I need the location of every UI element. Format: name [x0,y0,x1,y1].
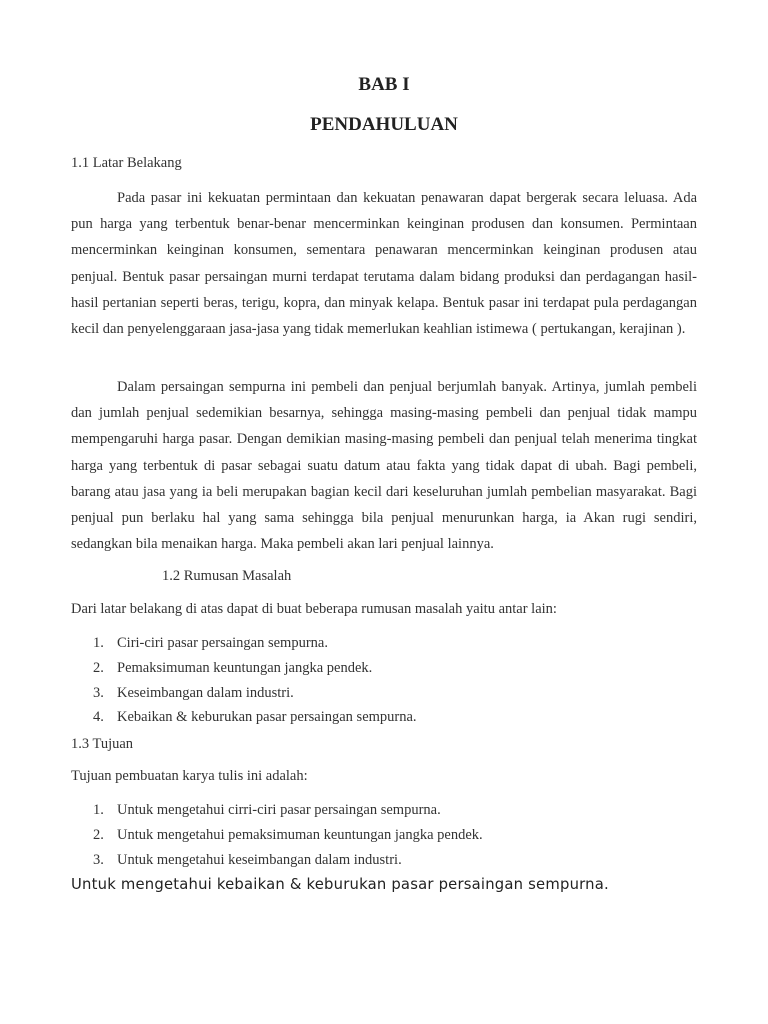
paragraph-2: Dalam persaingan sempurna ini pembeli dan penjual berjumlah banyak. Artinya, jumlah pembeli dan jumlah penjual sedemikian besarnya, sehingga masing-masing pembeli dan penjual tidak mampu mempengaruhi harga pasar. Dengan demikian masing-masing pembeli dan penjual telah menerima tingkat harga yang terbentuk di pasar sebagai suatu datum atau fakta yang tidak dapat di ubah. Bagi pembeli, barang atau jasa yang ia beli merupakan bagian kecil dari keseluruhan jumlah pembelian masyarakat. Bagi penjual pun berlaku hal yang sama sehingga bila penjual menurunkan harga, ia Akan rugi sendiri, sedangkan bila menaikan harga. Maka pembeli akan lari penjual lainnya. [71,379,697,553]
list-number: 3. [93,684,104,701]
list-item [93,635,417,660]
list-text: Kebaikan & keburukan pasar persaingan sempurna. [117,709,417,726]
list-text: Untuk mengetahui keseimbangan dalam industri. [117,851,402,868]
list-number: 2. [93,826,104,843]
list-item [93,852,483,877]
list-text: Keseimbangan dalam industri. [117,684,294,701]
section-heading-tujuan: 1.3 Tujuan [71,736,134,752]
rumusan-intro: Dari latar belakang di atas dapat di buat beberapa rumusan masalah yaitu antar lain: [71,601,557,617]
list-text: Untuk mengetahui cirri-ciri pasar persaingan sempurna. [117,802,441,818]
list-number: 2. [93,659,104,676]
list-number: 1. [93,802,104,818]
section-heading-latar-belakang: 1.1 Latar Belakang [71,155,182,171]
tujuan-list [93,802,483,876]
chapter-title: PENDAHULUAN [310,114,458,135]
list-text: Ciri-ciri pasar persaingan sempurna. [117,635,328,651]
list-number: 1. [93,635,104,651]
list-item [93,685,417,710]
list-number: 3. [93,851,104,868]
rumusan-list [93,635,417,734]
tujuan-last-line: Untuk mengetahui kebaikan & keburukan pasar persaingan sempurna. [71,876,609,893]
list-number: 4. [93,709,104,726]
list-item [93,709,417,734]
list-text: Untuk mengetahui pemaksimuman keuntungan jangka pendek. [117,826,483,843]
list-text: Pemaksimuman keuntungan jangka pendek. [117,659,373,676]
section-heading-rumusan-masalah: 1.2 Rumusan Masalah [162,568,292,584]
paragraph-1: Pada pasar ini kekuatan permintaan dan kekuatan penawaran dapat bergerak secara leluasa. Ada pun harga yang terbentuk benar-benar mencerminkan keinginan produsen dan konsumen. Permintaan mencerminkan keinginan konsumen, sementara penawaran mencerminkan keinginan produsen atau penjual. Bentuk pasar persaingan murni terdapat terutama dalam bidang produksi dan perdagangan hasil-hasil pertanian seperti beras, terigu, kopra, dan minyak kelapa. Bentuk pasar ini terdapat pula perdagangan kecil dan penyelenggaraan jasa-jasa yang tidak memerlukan keahlian istimewa ( pertukangan, kerajinan ). [71,190,697,338]
chapter-number: BAB I [358,74,410,95]
tujuan-intro: Tujuan pembuatan karya tulis ini adalah: [71,768,308,784]
list-item [93,660,417,685]
list-item [93,827,483,852]
list-item [93,802,483,827]
